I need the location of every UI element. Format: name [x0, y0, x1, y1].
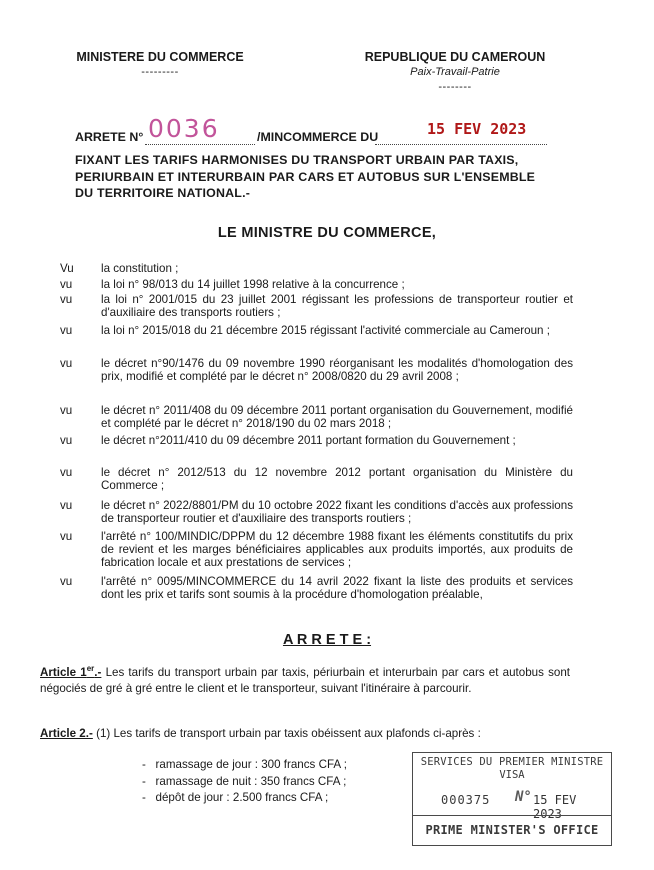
consideration-text: le décret n° 2011/408 du 09 décembre 2011 portant organisation du Gouvernement, modifié et complété par le décret n° 2018/190 du 02 mars 2018 ;	[101, 404, 573, 431]
authority-heading: LE MINISTRE DU COMMERCE,	[217, 225, 437, 241]
visa-stamp	[412, 752, 612, 846]
consideration-text: la constitution ;	[101, 262, 179, 275]
article-1-label-main: Article 1	[40, 665, 87, 679]
article-1-label	[40, 666, 101, 679]
ministry-dashes: ---------	[141, 66, 179, 78]
title-line: PERIURBAIN ET INTERURBAIN PAR CARS ET AUTOBUS SUR L'ENSEMBLE	[75, 169, 536, 184]
vu-label: vu	[60, 499, 73, 512]
republic-dashes: --------	[438, 81, 472, 93]
decree-title	[75, 152, 595, 202]
decree-number-line	[75, 114, 575, 148]
consideration-text: le décret n° 2012/513 du 12 novembre 2012 portant organisation du Ministère du Commerce ;	[101, 466, 573, 493]
title-line: DU TERRITOIRE NATIONAL.-	[75, 186, 251, 200]
vu-label: vu	[60, 278, 73, 291]
dash-bullet: -	[142, 774, 156, 788]
article-1	[40, 661, 570, 698]
republic-motto: Paix-Travail-Patrie	[410, 66, 500, 78]
tariff-item	[142, 757, 402, 774]
tariff-item	[142, 790, 402, 807]
article-1-label-sup: er	[86, 664, 95, 673]
vu-label: Vu	[60, 262, 74, 275]
vu-label: vu	[60, 357, 73, 370]
stamp-date: 15 FEV 2023	[533, 793, 577, 821]
consideration-text: la loi n° 98/013 du 14 juillet 1998 relative à la concurrence ;	[101, 278, 405, 291]
consideration-text: le décret n° 2022/8801/PM du 10 octobre 2022 fixant les conditions d'accès aux professions de transporteur routier et d'auxiliaire des transports routiers ;	[101, 499, 573, 526]
decree-ministry-ref: /MINCOMMERCE DU	[257, 130, 379, 144]
decree-number-handwritten: 0036	[148, 114, 220, 143]
article-2-text: (1) Les tarifs de transport urbain par taxis obéissent aux plafonds ci-après :	[96, 727, 481, 740]
article-2-items	[142, 757, 402, 807]
vu-label: vu	[60, 466, 73, 479]
tariff-text: ramassage de nuit : 350 francs CFA ;	[155, 774, 347, 788]
stamp-mark: N°	[515, 789, 532, 805]
stamp-separator	[413, 815, 611, 816]
date-dotted-line	[375, 144, 547, 145]
tariff-item	[142, 774, 402, 791]
vu-label: vu	[60, 434, 73, 447]
stamp-footer: PRIME MINISTER'S OFFICE	[425, 823, 599, 837]
ministry-name: MINISTERE DU COMMERCE	[76, 50, 244, 64]
consideration-text: la loi n° 2001/015 du 23 juillet 2001 régissant les professions de transporteur routier et d'auxiliaire des transports routiers ;	[101, 293, 573, 320]
arrete-heading: A R R E T E :	[282, 632, 372, 648]
title-line: FIXANT LES TARIFS HARMONISES DU TRANSPORT URBAIN PAR TAXIS,	[75, 153, 519, 167]
stamp-visa: VISA	[499, 769, 525, 781]
article-2	[40, 726, 570, 743]
stamp-number: 000375	[441, 793, 491, 807]
article-1-label-end: .-	[94, 665, 102, 679]
stamp-office: SERVICES DU PREMIER MINISTRE	[420, 756, 604, 768]
decree-date-handwritten: 15 FEV 2023	[427, 120, 527, 138]
consideration-text: le décret n°2011/410 du 09 décembre 2011 portant formation du Gouvernement ;	[101, 434, 516, 447]
number-dotted-line	[145, 144, 255, 145]
article-2-label: Article 2.-	[40, 727, 93, 740]
vu-label: vu	[60, 324, 73, 337]
consideration-text: l'arrêté n° 0095/MINCOMMERCE du 14 avril 2022 fixant la liste des produits et services dont les prix et tarifs sont soumis à la procédure d'homologation préalable,	[101, 575, 573, 602]
tariff-text: ramassage de jour : 300 francs CFA ;	[155, 758, 347, 771]
dash-bullet: -	[142, 791, 156, 804]
vu-label: vu	[60, 530, 73, 543]
dash-bullet: -	[142, 758, 156, 771]
republic-name: REPUBLIQUE DU CAMEROUN	[364, 50, 546, 64]
decree-prefix: ARRETE N°	[75, 130, 144, 144]
article-1-text: Les tarifs du transport urbain par taxis, périurbain et interurbain par cars et autobus sont négociés de gré à gré entre le client et le transporteur, suivant l'itinéraire à parcourir.	[40, 665, 570, 696]
consideration-text: le décret n°90/1476 du 09 novembre 1990 réorganisant les modalités d'homologation des prix, modifié et complété par le décret n° 2008/0820 du 29 avril 2008 ;	[101, 357, 573, 384]
vu-label: vu	[60, 575, 73, 588]
vu-label: vu	[60, 293, 73, 306]
tariff-text: dépôt de jour : 2.500 francs CFA ;	[155, 791, 329, 804]
consideration-text: l'arrêté n° 100/MINDIC/DPPM du 12 décembre 1988 fixant les éléments constitutifs du prix de revient et les marges bénéficiaires applicables aux produits importés, aux produits de fabrication locale et aux prestations de services ;	[101, 530, 573, 570]
consideration-text: la loi n° 2015/018 du 21 décembre 2015 régissant l'activité commerciale au Cameroun ;	[101, 324, 550, 337]
vu-label: vu	[60, 404, 73, 417]
